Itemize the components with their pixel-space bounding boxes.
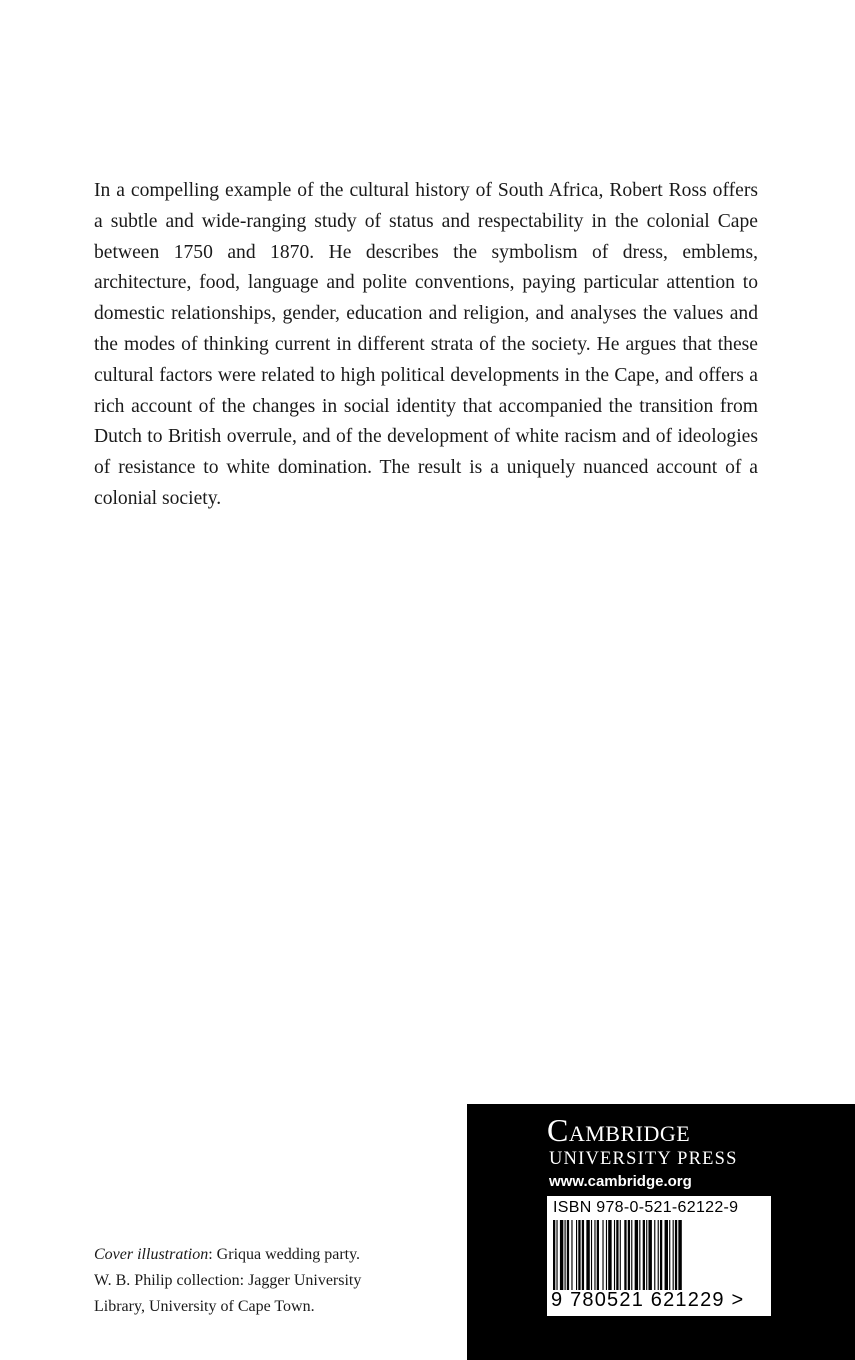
barcode-bar <box>665 1220 668 1290</box>
credit-line-3: Library, University of Cape Town. <box>94 1298 315 1315</box>
isbn-label: ISBN 978-0-521-62122-9 <box>553 1199 739 1216</box>
isbn-barcode <box>547 1196 771 1316</box>
barcode-bar <box>673 1220 674 1290</box>
barcode-bar <box>576 1220 577 1290</box>
barcode-bar <box>560 1220 563 1290</box>
barcode-bar <box>582 1220 584 1290</box>
barcode-bar <box>602 1220 603 1290</box>
publisher-logo-name: Cambridge <box>547 1112 691 1148</box>
credit-caption: : Griqua wedding party. <box>208 1246 361 1263</box>
barcode-bar <box>658 1220 659 1290</box>
barcode-bar <box>556 1220 557 1290</box>
barcode-bar <box>631 1220 632 1290</box>
barcode-bar <box>578 1220 580 1290</box>
barcode-bar <box>660 1220 662 1290</box>
credit-label: Cover illustration <box>94 1246 209 1263</box>
barcode-bar <box>591 1220 592 1290</box>
barcode-bar <box>614 1220 615 1290</box>
credit-line-2: W. B. Philip collection: Jagger University <box>94 1272 362 1289</box>
back-cover-blurb: In a compelling example of the cultural history of South Africa, Robert Ross offers a subtle and wide-ranging study of status and respectability in the colonial Cape between 1750 and 1870. He describes the symbolism of dress, emblems, architecture, food, language and polite conventions, paying particular attention to domestic relationships, gender, education and religion, and analyses the values and the modes of thinking current in different strata of the society. He argues that these cultural factors were related to high political developments in the Cape, and offers a rich account of the changes in social identity that accompanied the transition from Dutch to British overrule, and of the development of white racism and of ideologies of resistance to white domination. The result is a uniquely nuanced account of a colonial society. <box>94 180 758 509</box>
cover-illustration-credit <box>94 1242 424 1320</box>
barcode-bar <box>635 1220 638 1290</box>
barcode-bar <box>567 1220 569 1290</box>
barcode-bar <box>628 1220 630 1290</box>
publisher-block <box>467 1104 855 1360</box>
barcode-bar <box>675 1220 677 1290</box>
barcode-bar <box>594 1220 595 1290</box>
barcode-bar <box>678 1220 681 1290</box>
credit-line-1 <box>94 1242 424 1268</box>
barcode-digits: 9 780521 621229 > <box>551 1289 745 1311</box>
barcode-bar <box>654 1220 655 1290</box>
barcode-bar <box>608 1220 611 1290</box>
publisher-url: www.cambridge.org <box>549 1173 692 1190</box>
barcode-bar <box>586 1220 589 1290</box>
barcode-bar <box>606 1220 607 1290</box>
barcode-bar <box>648 1220 651 1290</box>
barcode-bar <box>565 1220 566 1290</box>
barcode-bars <box>551 1220 765 1290</box>
barcode-bar <box>643 1220 645 1290</box>
barcode-bar <box>571 1220 572 1290</box>
barcode-bar <box>624 1220 626 1290</box>
barcode-bar <box>616 1220 618 1290</box>
barcode-bar <box>669 1220 670 1290</box>
barcode-bar <box>639 1220 640 1290</box>
barcode-bar <box>646 1220 647 1290</box>
barcode-bar <box>620 1220 621 1290</box>
barcode-bar <box>597 1220 599 1290</box>
barcode-bar <box>553 1220 555 1290</box>
publisher-logo-subtitle: UNIVERSITY PRESS <box>549 1149 738 1169</box>
